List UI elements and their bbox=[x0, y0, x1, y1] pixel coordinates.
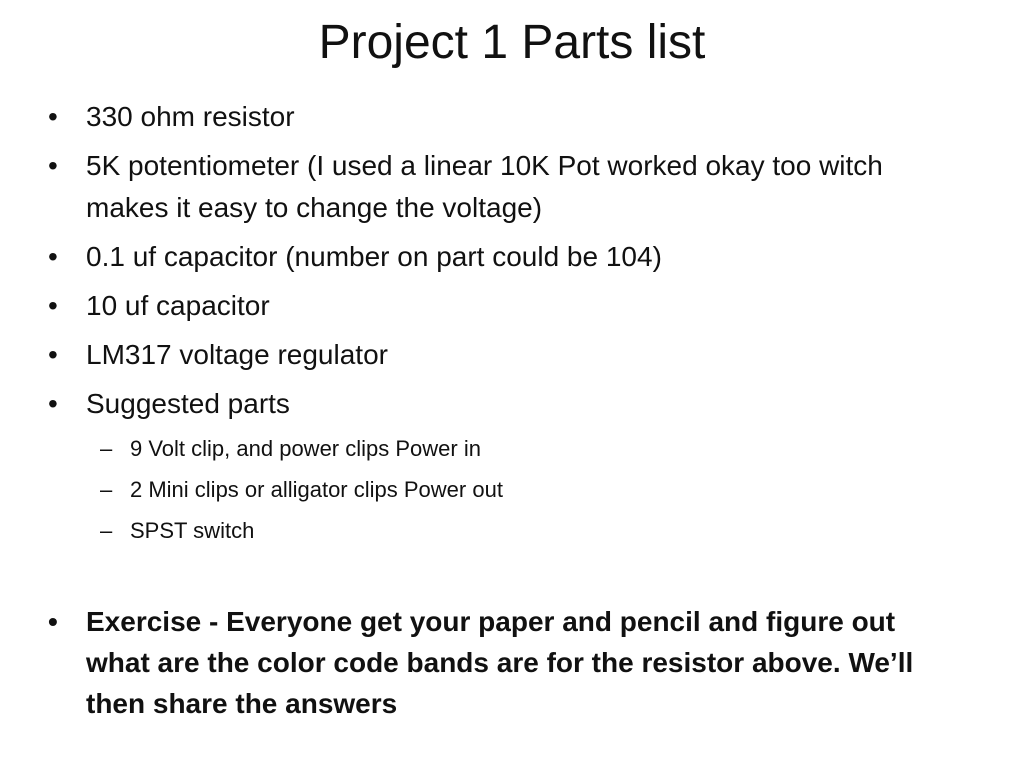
bullet-icon: • bbox=[48, 150, 58, 181]
list-item bbox=[48, 383, 948, 425]
list-item-text: LM317 voltage regulator bbox=[86, 339, 388, 370]
list-item-text: 0.1 uf capacitor (number on part could be 104) bbox=[86, 241, 662, 272]
list-item bbox=[48, 285, 948, 327]
parts-list bbox=[48, 96, 948, 731]
list-item bbox=[48, 96, 948, 138]
list-item bbox=[48, 145, 948, 229]
exercise-item bbox=[48, 601, 948, 724]
bullet-icon: • bbox=[48, 101, 58, 132]
list-item-text: 10 uf capacitor bbox=[86, 290, 270, 321]
dash-icon: – bbox=[100, 518, 113, 543]
slide-title: Project 1 Parts list bbox=[318, 16, 706, 69]
sub-list-item bbox=[48, 473, 948, 507]
sub-list-item-text: 2 Mini clips or alligator clips Power out bbox=[130, 477, 503, 502]
list-item-text: Suggested parts bbox=[86, 388, 290, 419]
bullet-icon: • bbox=[48, 388, 58, 419]
list-item bbox=[48, 334, 948, 376]
sub-list-item bbox=[48, 514, 948, 548]
list-item-text: 330 ohm resistor bbox=[86, 101, 295, 132]
bullet-icon: • bbox=[48, 339, 58, 370]
sub-list-item-text: 9 Volt clip, and power clips Power in bbox=[130, 436, 481, 461]
spacer bbox=[48, 555, 948, 601]
dash-icon: – bbox=[100, 477, 113, 502]
dash-icon: – bbox=[100, 436, 113, 461]
list-item bbox=[48, 236, 948, 278]
bullet-icon: • bbox=[48, 290, 58, 321]
bullet-icon: • bbox=[48, 241, 58, 272]
list-item-text: 5K potentiometer (I used a linear 10K Pot worked okay too witch makes it easy to change the voltage) bbox=[86, 150, 883, 223]
exercise-text: Exercise - Everyone get your paper and pencil and figure out what are the color code bands are for the resistor above. We’ll then share the answers bbox=[86, 606, 914, 719]
sub-list-item bbox=[48, 432, 948, 466]
bullet-icon: • bbox=[48, 606, 58, 637]
sub-list-item-text: SPST switch bbox=[130, 518, 255, 543]
